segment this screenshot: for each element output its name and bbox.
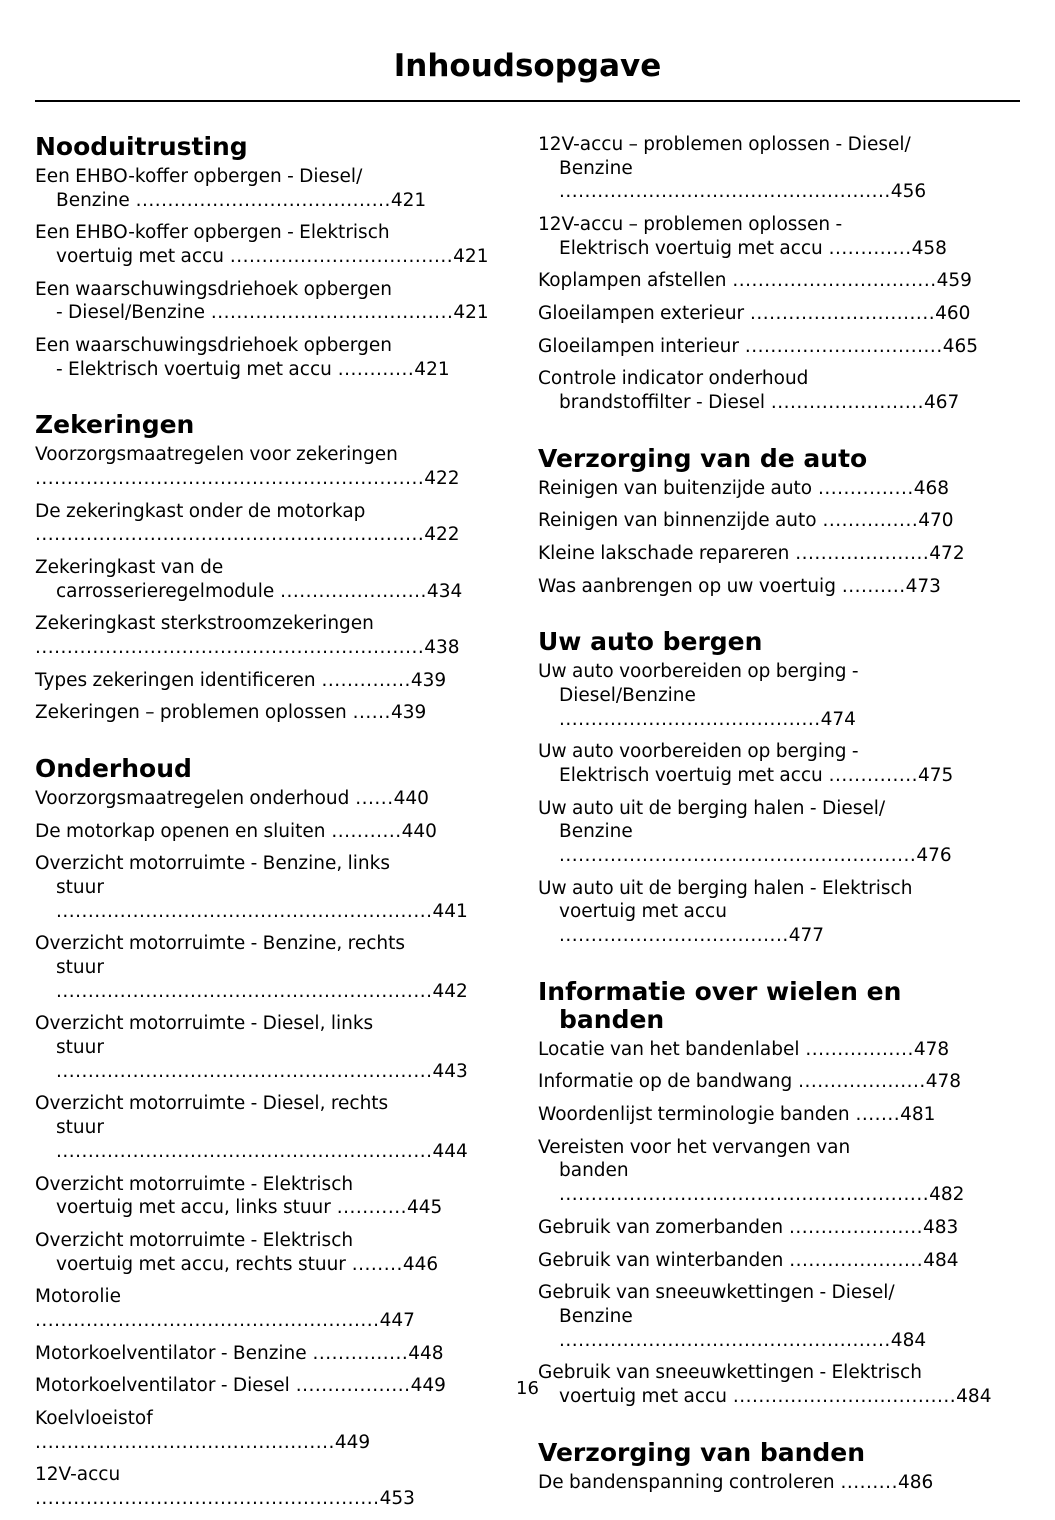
toc-page-number: 483 xyxy=(923,1216,959,1238)
toc-entry-title: Koplampen afstellen xyxy=(538,270,727,292)
toc-entry-title-cont xyxy=(35,580,490,604)
toc-page-number: 440 xyxy=(393,788,429,810)
toc-entry-title: Motorolie xyxy=(35,1286,122,1308)
toc-entry-title-cont-text: voertuig met accu, links stuur xyxy=(56,1197,331,1219)
toc-leader-dots: ............................................................. xyxy=(35,524,425,546)
toc-entry[interactable] xyxy=(35,1463,490,1510)
toc-entry-title-cont xyxy=(35,189,490,213)
toc-entry[interactable] xyxy=(35,1092,490,1163)
toc-leader-dots: ...................................................... xyxy=(35,1309,380,1331)
toc-page-number: 484 xyxy=(890,1329,927,1351)
toc-entry-title: Types zekeringen identificeren xyxy=(35,669,316,691)
toc-entry-title: Gloeilampen exterieur xyxy=(538,303,745,325)
section-heading: Nooduitrusting xyxy=(35,132,248,161)
toc-leader-dots: ........................................................ xyxy=(559,845,917,867)
toc-entry-title-cont-text: carrosserieregelmodule xyxy=(56,580,275,602)
toc-entry-title: Controle indicator onderhoud xyxy=(538,368,809,390)
toc-page-number: 421 xyxy=(453,302,489,324)
toc-leader-dots: ........................................................... xyxy=(56,1140,433,1162)
toc-entry[interactable] xyxy=(35,443,490,490)
toc-entry[interactable] xyxy=(35,165,490,212)
toc-leader-dots: ........................................................... xyxy=(56,980,433,1002)
section-heading: Zekeringen xyxy=(35,410,195,440)
toc-entry[interactable] xyxy=(538,1249,993,1273)
toc-entry[interactable] xyxy=(538,1070,993,1094)
toc-entry-title: Was aanbrengen op uw voertuig xyxy=(538,575,836,597)
toc-entry-title: Locatie van het bandenlabel xyxy=(538,1038,800,1060)
toc-entry-title-cont-text: stuur xyxy=(56,1037,104,1059)
toc-leader-dots: ............................................................. xyxy=(35,637,425,659)
toc-entry[interactable] xyxy=(538,213,993,260)
toc-entry-title-cont xyxy=(538,820,993,867)
toc-entry[interactable] xyxy=(35,787,490,811)
toc-page-number: 434 xyxy=(426,580,463,602)
toc-entry[interactable] xyxy=(35,701,490,725)
toc-entry[interactable] xyxy=(35,334,490,381)
toc-entry[interactable] xyxy=(538,335,993,359)
toc-page-number: 439 xyxy=(390,702,427,724)
toc-entry-title: Een waarschuwingsdriehoek opbergen xyxy=(35,278,392,300)
toc-leader-dots: .................................................... xyxy=(559,1329,891,1351)
toc-entry-title-cont xyxy=(538,157,993,204)
toc-entry-title-cont xyxy=(35,956,490,1003)
page-title: Inhoudsopgave xyxy=(393,48,662,84)
toc-entry-title: Overzicht motorruimte - Benzine, rechts xyxy=(35,933,406,955)
toc-entry-title-cont xyxy=(538,1159,993,1206)
toc-entry-title: Voorzorgsmaatregelen onderhoud xyxy=(35,788,350,810)
toc-leader-dots: ..................... xyxy=(783,1249,924,1271)
toc-entry-title-cont-text: Benzine xyxy=(56,189,130,211)
toc-leader-dots: .................... xyxy=(792,1071,926,1093)
toc-entry[interactable] xyxy=(35,556,490,603)
toc-entry-title-cont-text: banden xyxy=(559,1160,629,1182)
section-heading: Verzorging van banden xyxy=(538,1437,866,1467)
toc-page-number: 438 xyxy=(424,637,460,659)
toc-entry[interactable] xyxy=(35,669,490,693)
toc-page-number: 478 xyxy=(925,1071,962,1093)
toc-entry-title-cont-text: voertuig met accu, rechts stuur xyxy=(56,1253,346,1275)
toc-entry-title-cont xyxy=(538,1305,993,1352)
page-number: 16 xyxy=(516,1378,539,1399)
toc-leader-dots: ........................ xyxy=(765,392,925,414)
toc-leader-dots: .......... xyxy=(835,575,906,597)
toc-entry-title: 12V-accu – problemen oplossen - xyxy=(538,214,843,236)
toc-entry-title: Gloeilampen interieur xyxy=(538,335,740,357)
toc-leader-dots: ................................... xyxy=(223,246,454,268)
toc-leader-dots: ..................... xyxy=(783,1216,923,1238)
toc-leader-dots: ......................................... xyxy=(559,708,821,730)
toc-entry[interactable] xyxy=(538,1281,993,1352)
toc-page-number: 440 xyxy=(401,820,437,842)
toc-leader-dots: .................................................... xyxy=(559,181,891,203)
toc-page-number: 472 xyxy=(929,543,965,565)
toc-page-number: 448 xyxy=(408,1342,444,1364)
toc-leader-dots: ........................................................... xyxy=(56,900,433,922)
toc-page-number: 422 xyxy=(424,524,460,546)
toc-entry[interactable] xyxy=(538,542,993,566)
toc-entry-title-cont xyxy=(35,245,490,269)
toc-entry-title: Gebruik van sneeuwkettingen - Diesel/ xyxy=(538,1282,895,1304)
toc-entry-title: Uw auto uit de berging halen - Diesel/ xyxy=(538,797,886,819)
toc-leader-dots: ................. xyxy=(799,1038,914,1060)
toc-page-number: 459 xyxy=(936,270,972,292)
toc-leader-dots: ........................................ xyxy=(129,189,391,211)
toc-entry-title: Overzicht motorruimte - Elektrisch xyxy=(35,1229,354,1251)
toc-entry[interactable] xyxy=(35,500,490,547)
toc-page-number: 484 xyxy=(923,1249,959,1271)
toc-entry[interactable] xyxy=(35,1285,490,1332)
toc-entry-title: Reinigen van buitenzijde auto xyxy=(538,477,813,499)
toc-entry[interactable] xyxy=(538,367,993,414)
toc-entry[interactable] xyxy=(35,1342,490,1366)
toc-page-number: 474 xyxy=(820,708,856,730)
toc-entry-title: Een EHBO-koffer opbergen - Diesel/ xyxy=(35,166,363,187)
toc-entry-title: Koelvloeistof xyxy=(35,1407,153,1429)
toc-entry-title-cont xyxy=(35,1196,490,1220)
toc-entry-title: Voorzorgsmaatregelen voor zekeringen xyxy=(35,444,398,466)
toc-entry-title-cont-text: Elektrisch voertuig met accu xyxy=(559,765,823,787)
toc-page-number: 449 xyxy=(334,1431,371,1453)
toc-entry-title: 12V-accu – problemen oplossen - Diesel/ xyxy=(538,134,911,155)
toc-leader-dots: ................................... xyxy=(726,1385,957,1407)
toc-page-number: 470 xyxy=(918,510,954,532)
toc-entry[interactable] xyxy=(538,877,993,948)
toc-entry-title: 12V-accu xyxy=(35,1464,121,1486)
toc-leader-dots: ............ xyxy=(331,358,415,380)
toc-entry[interactable] xyxy=(538,1216,993,1240)
toc-entry[interactable] xyxy=(538,302,993,326)
toc-leader-dots: ............................................................. xyxy=(35,468,425,490)
toc-page-number: 441 xyxy=(432,900,468,922)
toc-page-number: 465 xyxy=(942,335,979,357)
toc-entry-title-cont xyxy=(35,358,490,382)
toc-entry[interactable] xyxy=(35,1012,490,1083)
toc-leader-dots: .................................... xyxy=(559,925,789,947)
toc-entry-title: Zekeringkast van de xyxy=(35,557,224,579)
toc-entry-title-cont xyxy=(35,876,490,923)
toc-leader-dots: .............. xyxy=(822,765,918,787)
toc-page-number: 467 xyxy=(924,392,960,414)
toc-page-number: 421 xyxy=(414,358,450,380)
toc-entry-title: Uw auto voorbereiden op berging - xyxy=(538,741,859,763)
toc-entry[interactable] xyxy=(538,575,993,599)
title-divider xyxy=(35,100,1020,102)
toc-page-number: 442 xyxy=(432,980,468,1002)
toc-entry-title: Uw auto voorbereiden op berging - xyxy=(538,661,859,683)
toc-leader-dots: ....................... xyxy=(274,580,427,602)
toc-page-number: 478 xyxy=(913,1038,950,1060)
toc-page-number: 446 xyxy=(402,1253,439,1275)
toc-leader-dots: ........... xyxy=(330,1197,407,1219)
toc-leader-dots: ............................. xyxy=(744,303,936,325)
toc-entry-title: De zekeringkast onder de motorkap xyxy=(35,500,366,522)
toc-entry-title: De bandenspanning controleren xyxy=(538,1471,835,1493)
toc-entry[interactable] xyxy=(538,1038,993,1062)
toc-entry-title: Motorkoelventilator - Benzine xyxy=(35,1342,307,1364)
toc-leader-dots: ........................................................... xyxy=(56,1060,433,1082)
toc-page-number: 484 xyxy=(956,1385,992,1407)
section-heading: Verzorging van de auto xyxy=(538,443,868,473)
toc-leader-dots: ............. xyxy=(822,237,912,259)
toc-page-number: 476 xyxy=(916,845,952,867)
toc-page-number: 449 xyxy=(410,1375,446,1397)
toc-entry[interactable] xyxy=(538,133,993,204)
toc-leader-dots: .................. xyxy=(289,1375,411,1397)
toc-entry[interactable] xyxy=(35,278,490,325)
toc-leader-dots: ........ xyxy=(345,1253,403,1275)
toc-entry[interactable] xyxy=(35,612,490,659)
toc-entry[interactable] xyxy=(538,660,993,731)
toc-entry-title-cont xyxy=(538,391,993,415)
toc-entry-title: De motorkap openen en sluiten xyxy=(35,820,326,842)
toc-page-number: 453 xyxy=(379,1487,415,1509)
toc-entry[interactable] xyxy=(538,1471,993,1495)
toc-leader-dots: .......................................................... xyxy=(559,1184,930,1206)
toc-entry[interactable] xyxy=(538,740,993,787)
toc-entry-title-cont xyxy=(538,237,993,261)
toc-entry-title: Gebruik van winterbanden xyxy=(538,1249,784,1271)
toc-entry-title-cont-text: Elektrisch voertuig met accu xyxy=(559,237,823,259)
toc-entry-title-cont-text: voertuig met accu xyxy=(559,901,727,923)
toc-entry[interactable] xyxy=(35,1407,490,1454)
toc-entry-title-cont xyxy=(35,1253,490,1277)
toc-page-number: 445 xyxy=(406,1197,443,1219)
toc-page-number: 477 xyxy=(788,925,825,947)
toc-entry[interactable] xyxy=(35,1229,490,1276)
toc-column-left xyxy=(35,133,490,1520)
toc-entry[interactable] xyxy=(538,797,993,868)
toc-entry-title: Vereisten voor het vervangen van xyxy=(538,1136,851,1158)
toc-entry-title-cont-text: stuur xyxy=(56,957,104,979)
toc-entry-title-cont-text: brandstoffilter - Diesel xyxy=(559,392,765,414)
toc-entry-title-cont-text: - Diesel/Benzine xyxy=(56,302,205,324)
section-heading: Informatie over wielen en banden xyxy=(538,978,993,1034)
toc-leader-dots: ............... xyxy=(812,477,914,499)
toc-leader-dots: ..................... xyxy=(789,543,930,565)
toc-entry-title: Overzicht motorruimte - Elektrisch xyxy=(35,1173,354,1195)
toc-entry-title-cont-text: Diesel/Benzine xyxy=(559,685,696,707)
toc-entry-title: Kleine lakschade repareren xyxy=(538,543,790,565)
toc-page-number: 422 xyxy=(424,468,460,490)
toc-entry-title-cont-text: - Elektrisch voertuig met accu xyxy=(56,358,332,380)
toc-entry-title: Overzicht motorruimte - Diesel, links xyxy=(35,1013,374,1035)
toc-page-number: 460 xyxy=(935,303,971,325)
toc-page-number: 458 xyxy=(911,237,947,259)
toc-entry[interactable] xyxy=(35,221,490,268)
toc-entry-title: Gebruik van zomerbanden xyxy=(538,1216,784,1238)
toc-leader-dots: ............................... xyxy=(739,335,943,357)
toc-page-number: 447 xyxy=(379,1309,415,1331)
toc-entry-title-cont xyxy=(35,1116,490,1163)
toc-leader-dots: .............. xyxy=(315,669,411,691)
toc-page-number: 482 xyxy=(929,1184,965,1206)
toc-page-number: 421 xyxy=(390,189,427,211)
toc-entry[interactable] xyxy=(35,852,490,923)
toc-entry-title: Gebruik van sneeuwkettingen - Elektrisch xyxy=(538,1362,922,1384)
toc-page-number: 481 xyxy=(900,1104,936,1126)
toc-entry[interactable] xyxy=(538,509,993,533)
toc-leader-dots: ......... xyxy=(834,1471,898,1493)
toc-entry-title: Een EHBO-koffer opbergen - Elektrisch xyxy=(35,222,390,244)
toc-entry-title-cont xyxy=(538,684,993,731)
toc-entry-title-cont xyxy=(35,301,490,325)
toc-entry[interactable] xyxy=(538,1103,993,1127)
toc-page-number: 475 xyxy=(918,765,954,787)
toc-entry-title-cont-text: voertuig met accu xyxy=(559,1385,727,1407)
toc-column-right xyxy=(538,133,993,1520)
toc-entry-title-cont xyxy=(35,1036,490,1083)
toc-leader-dots: ............... xyxy=(816,510,919,532)
toc-leader-dots: ................................ xyxy=(726,270,937,292)
section-heading: Uw auto bergen xyxy=(538,627,763,657)
toc-entry-title-cont xyxy=(538,764,993,788)
toc-leader-dots: ....... xyxy=(849,1104,901,1126)
toc-entry-title: Informatie op de bandwang xyxy=(538,1071,793,1093)
toc-columns xyxy=(35,133,1020,1520)
toc-leader-dots: ...... xyxy=(349,788,394,810)
toc-entry-title-cont-text: stuur xyxy=(56,1117,104,1139)
toc-entry-title-cont-text: Benzine xyxy=(559,821,633,843)
toc-entry[interactable] xyxy=(538,1136,993,1207)
toc-entry-title: Motorkoelventilator - Diesel xyxy=(35,1375,290,1397)
toc-entry[interactable] xyxy=(538,477,993,501)
toc-page-number: 421 xyxy=(453,246,489,268)
toc-entry-title: Woordenlijst terminologie banden xyxy=(538,1104,850,1126)
toc-entry-title: Zekeringkast sterkstroomzekeringen xyxy=(35,613,374,635)
toc-entry-title: Uw auto uit de berging halen - Elektrisch xyxy=(538,877,913,899)
toc-entry-title: Overzicht motorruimte - Benzine, links xyxy=(35,853,391,875)
toc-entry-title-cont-text: stuur xyxy=(56,877,104,899)
toc-entry-title: Zekeringen – problemen oplossen xyxy=(35,702,347,724)
toc-entry[interactable] xyxy=(35,1173,490,1220)
toc-page-number: 456 xyxy=(890,181,927,203)
toc-entry-title-cont xyxy=(538,900,993,947)
toc-page-number: 443 xyxy=(432,1060,468,1082)
section-heading: Onderhoud xyxy=(35,754,192,784)
toc-leader-dots: ............................................... xyxy=(35,1431,335,1453)
toc-leader-dots: ...................................................... xyxy=(35,1487,380,1509)
toc-entry-title-cont-text: voertuig met accu xyxy=(56,246,224,268)
toc-entry-title: Overzicht motorruimte - Diesel, rechts xyxy=(35,1093,389,1115)
toc-entry[interactable] xyxy=(35,932,490,1003)
toc-leader-dots: ...................................... xyxy=(204,302,454,324)
toc-entry-title: Reinigen van binnenzijde auto xyxy=(538,510,817,532)
toc-leader-dots: ............... xyxy=(306,1342,409,1364)
section-heading-line2: banden xyxy=(559,1004,665,1034)
toc-page-number: 444 xyxy=(432,1140,468,1162)
toc-leader-dots: ...... xyxy=(346,702,391,724)
toc-entry-title-cont-text: Benzine xyxy=(559,157,633,179)
toc-page-number: 468 xyxy=(913,477,950,499)
toc-entry-title: Een waarschuwingsdriehoek opbergen xyxy=(35,335,392,357)
toc-entry-title-cont-text: Benzine xyxy=(559,1305,633,1327)
toc-page-number: 486 xyxy=(897,1471,934,1493)
toc-page-number: 473 xyxy=(905,575,941,597)
toc-entry[interactable] xyxy=(538,269,993,293)
toc-entry[interactable] xyxy=(35,820,490,844)
toc-page-number: 439 xyxy=(410,669,447,691)
toc-leader-dots: ........... xyxy=(325,820,402,842)
